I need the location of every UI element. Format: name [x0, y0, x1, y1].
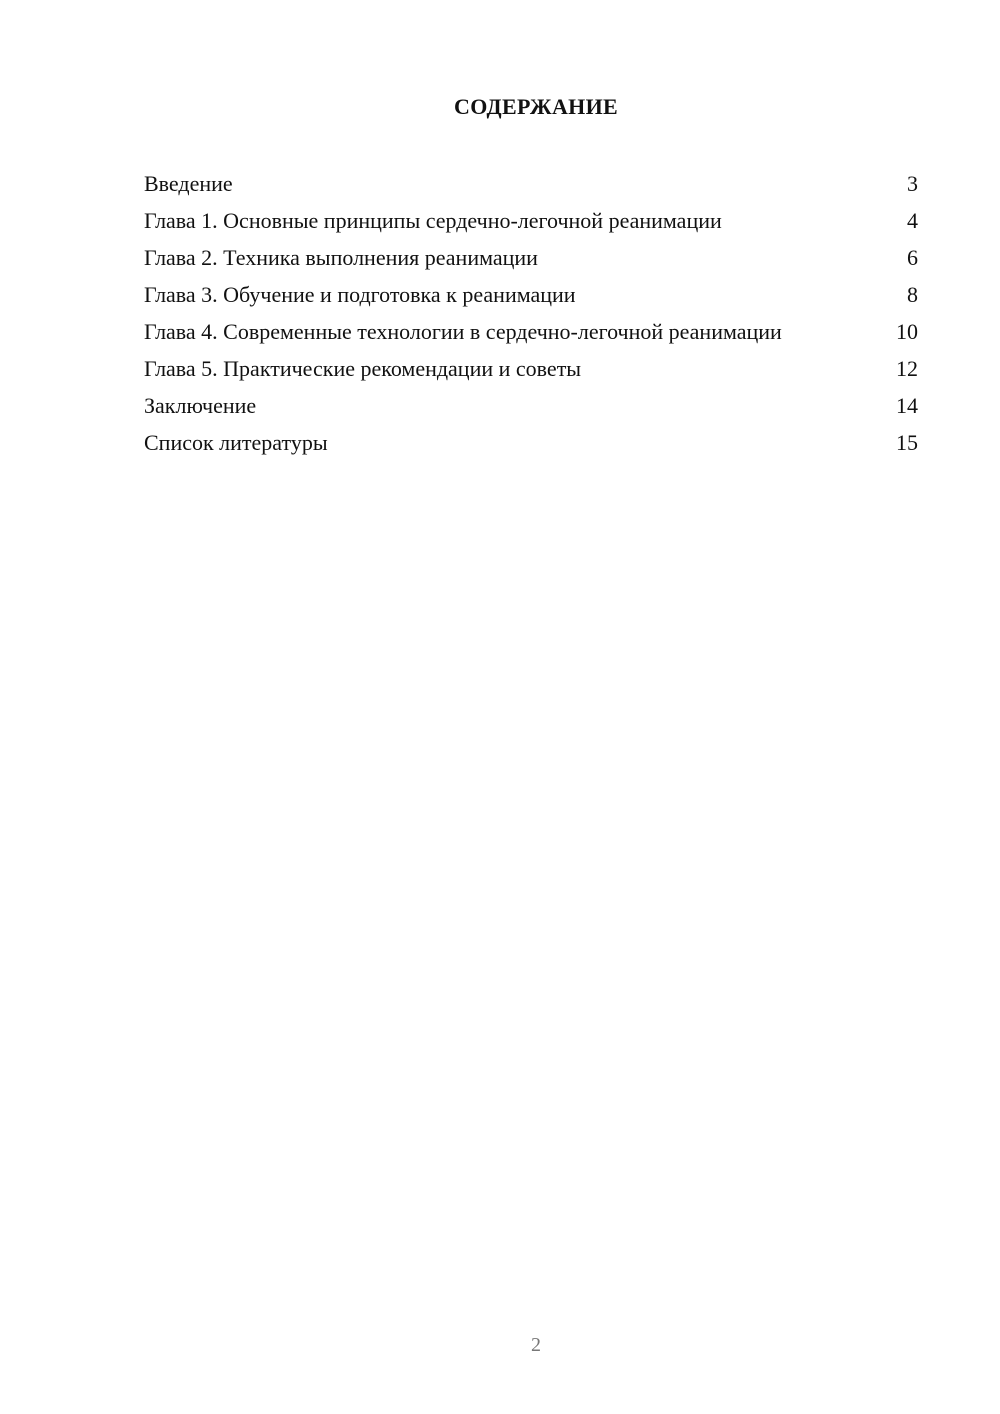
toc-entry-chapter-1[interactable]	[144, 207, 920, 234]
toc-entry-label: Глава 4. Современные технологии в сердечно-легочной реанимации	[144, 319, 782, 344]
toc-entry-label: Глава 1. Основные принципы сердечно-легочной реанимации	[144, 208, 722, 233]
table-of-contents	[144, 170, 920, 466]
toc-entry-conclusion[interactable]	[144, 392, 920, 419]
toc-entry-label: Глава 3. Обучение и подготовка к реанимации	[144, 282, 576, 307]
toc-entry-page: 10	[896, 319, 918, 344]
toc-entry-page: 12	[896, 356, 918, 381]
toc-entry-introduction[interactable]	[144, 170, 920, 197]
toc-entry-label: Глава 5. Практические рекомендации и советы	[144, 356, 582, 381]
toc-title: СОДЕРЖАНИЕ	[454, 94, 618, 119]
toc-entry-label: Глава 2. Техника выполнения реанимации	[144, 245, 538, 270]
toc-entry-label: Заключение	[144, 393, 257, 418]
toc-entry-chapter-5[interactable]	[144, 355, 920, 382]
toc-entry-page: 15	[896, 430, 918, 455]
toc-entry-page: 8	[907, 282, 918, 307]
toc-entry-label: Введение	[144, 171, 233, 196]
page-number: 2	[531, 1334, 541, 1356]
toc-entry-chapter-2[interactable]	[144, 244, 920, 271]
toc-entry-references[interactable]	[144, 429, 920, 456]
toc-entry-page: 6	[907, 245, 918, 270]
toc-entry-chapter-3[interactable]	[144, 281, 920, 308]
toc-entry-page: 3	[907, 171, 918, 196]
toc-entry-page: 14	[896, 393, 918, 418]
toc-entry-chapter-4[interactable]	[144, 318, 920, 345]
toc-entry-page: 4	[907, 208, 918, 233]
toc-entry-label: Список литературы	[144, 430, 328, 455]
